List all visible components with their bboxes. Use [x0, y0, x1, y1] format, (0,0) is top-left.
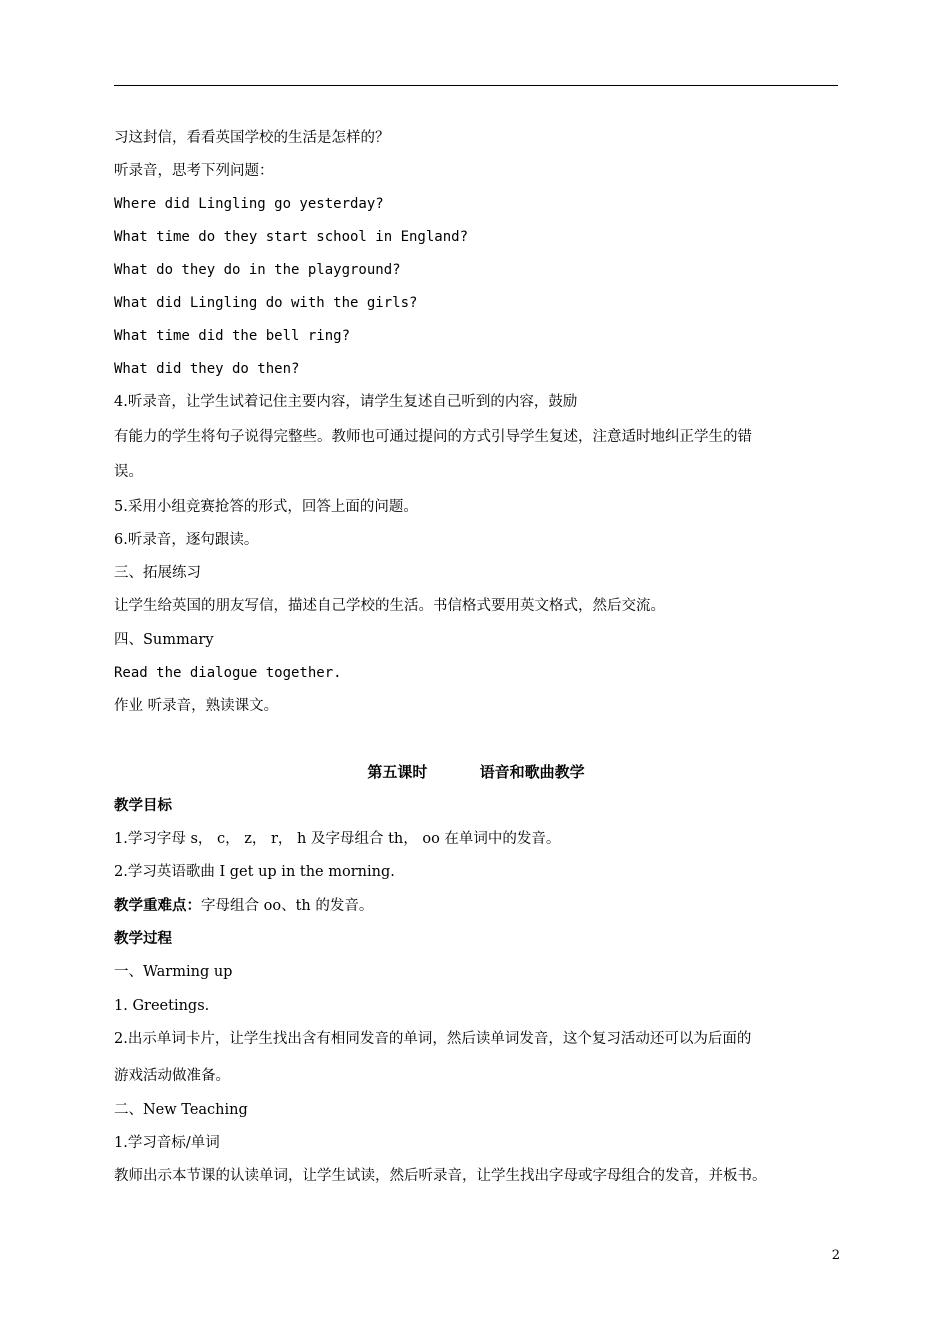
text-line: What time do they start school in England? — [114, 229, 469, 245]
key-text: 字母组合 oo、th 的发音。 — [201, 898, 374, 914]
text-line: 5.采用小组竞赛抢答的形式，回答上面的问题。 — [114, 499, 418, 515]
text-line: 习这封信，看看英国学校的生活是怎样的？ — [114, 130, 390, 146]
page-number: 2 — [831, 1248, 840, 1263]
text-line: 1. Greetings. — [114, 998, 210, 1014]
text-line: 6.听录音，逐句跟读。 — [114, 532, 259, 548]
text-line: 误。 — [114, 464, 143, 480]
text-line: Read the dialogue together. — [114, 665, 342, 681]
key-points — [114, 896, 838, 916]
text-line: What did they do then? — [114, 361, 300, 377]
goals-label: 教学目标 — [114, 798, 172, 814]
text-line: 一、Warming up — [114, 964, 233, 980]
goal-2: 2.学习英语歌曲 I get up in the morning. — [114, 864, 395, 880]
text-line: 让学生给英国的朋友写信，描述自己学校的生活。书信格式要用英文格式，然后交流。 — [114, 598, 665, 614]
text-line: 4.听录音，让学生试着记住主要内容，请学生复述自己听到的内容，鼓励 — [114, 394, 578, 410]
text-line: 游戏活动做准备。 — [114, 1068, 230, 1084]
header-rule — [114, 85, 838, 86]
text-line: What do they do in the playground? — [114, 262, 401, 278]
key-label: 教学重难点： — [114, 898, 201, 914]
text-line: What time did the bell ring? — [114, 328, 351, 344]
text-line: 听录音，思考下列问题： — [114, 163, 274, 179]
process-label: 教学过程 — [114, 931, 172, 947]
text-line: Where did Lingling go yesterday? — [114, 196, 384, 212]
text-line: 四、Summary — [114, 632, 214, 648]
text-line: What did Lingling do with the girls? — [114, 295, 418, 311]
goal-1: 1.学习字母 s， c， z， r， h 及字母组合 th， oo 在单词中的发音。 — [114, 831, 561, 847]
text-line: 教师出示本节课的认读单词，让学生试读，然后听录音，让学生找出字母或字母组合的发音，并板书。 — [114, 1168, 767, 1184]
text-line: 2.出示单词卡片，让学生找出含有相同发音的单词，然后读单词发音，这个复习活动还可以为后面的 — [114, 1031, 752, 1047]
text-line: 三、拓展练习 — [114, 565, 201, 581]
text-line: 作业 听录音，熟读课文。 — [114, 698, 279, 714]
text-line: 1.学习音标/单词 — [114, 1135, 220, 1151]
text-line: 有能力的学生将句子说得完整些。教师也可通过提问的方式引导学生复述，注意适时地纠正学生的错 — [114, 429, 752, 445]
text-line: 二、New Teaching — [114, 1102, 248, 1118]
section-heading: 第五课时 语音和歌曲教学 — [367, 763, 585, 781]
